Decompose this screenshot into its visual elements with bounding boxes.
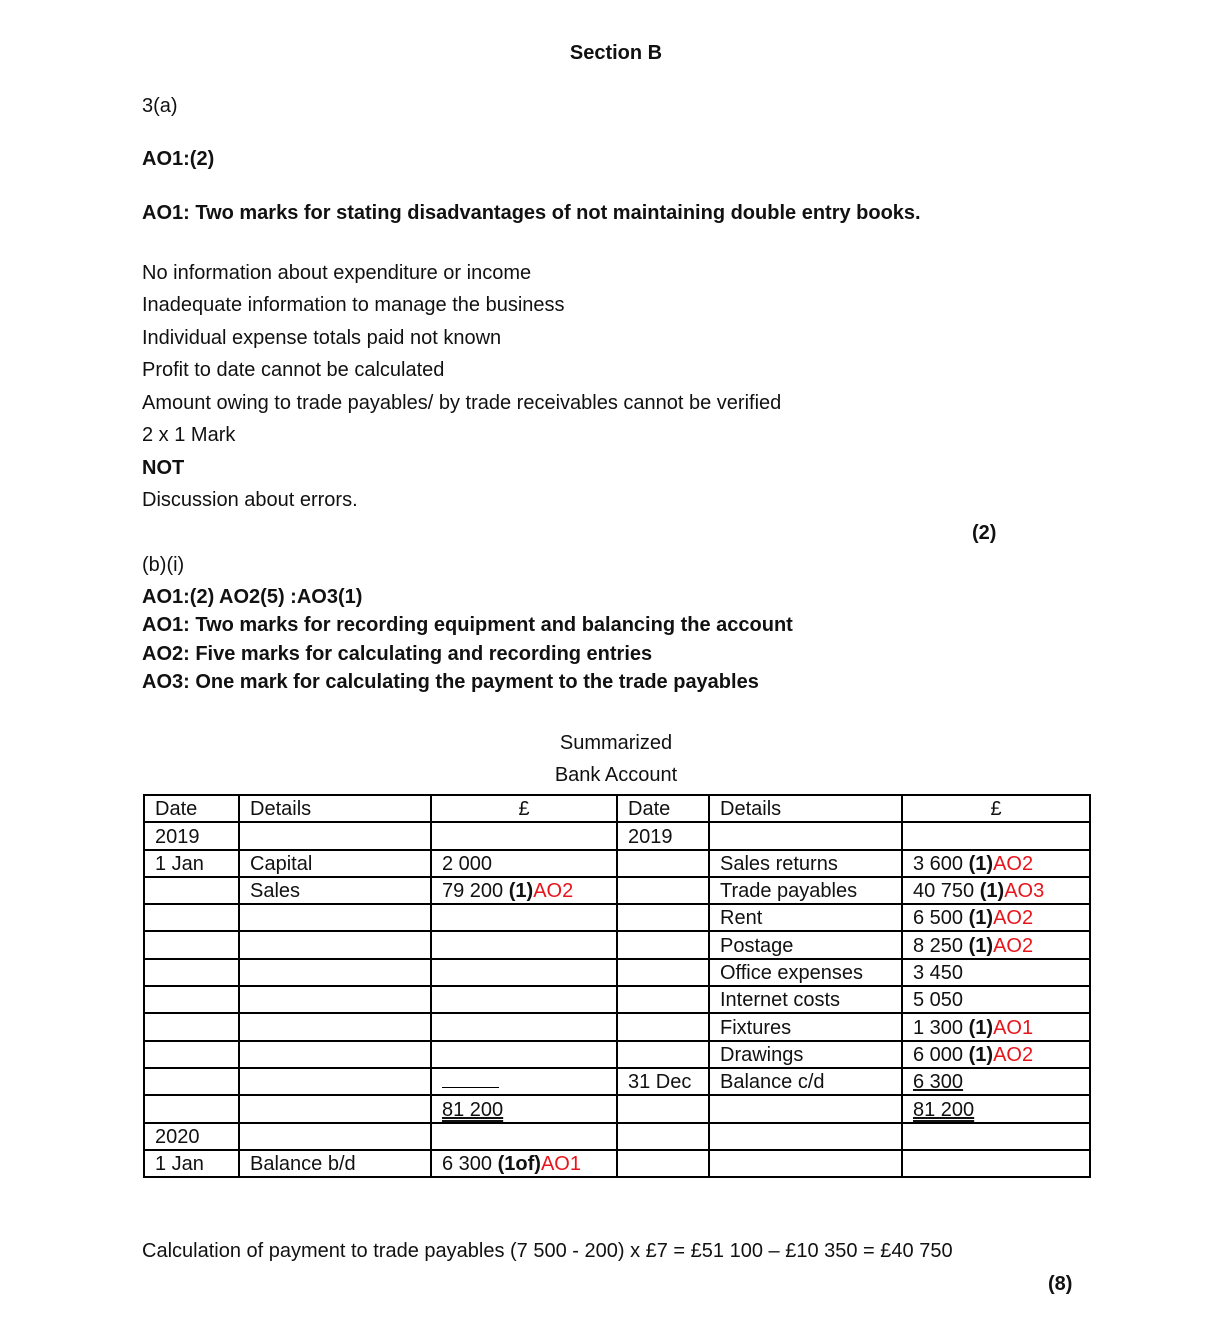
details-cell: Balance b/d: [239, 1150, 431, 1177]
answer-point: Individual expense totals paid not known: [142, 327, 502, 349]
details-cell: Rent: [709, 904, 902, 931]
date-cell: [144, 931, 239, 958]
amount-cell: [902, 904, 1090, 931]
table-row: [144, 1150, 1090, 1177]
details-cell: Drawings: [709, 1041, 902, 1068]
date-cell: [617, 877, 709, 904]
date-cell: [144, 1041, 239, 1068]
question-label: 3(a): [142, 95, 178, 117]
table-title: Summarized: [559, 732, 673, 754]
date-cell: [617, 1013, 709, 1040]
table-row: [144, 1013, 1090, 1040]
table-row: [144, 850, 1090, 877]
assessment-objective: AO2: [533, 880, 574, 903]
table-row: [144, 1068, 1090, 1095]
ao-line: AO3: One mark for calculating the payment to the trade payables: [142, 671, 759, 693]
amount-cell: [431, 959, 617, 986]
amount-cell: [431, 1013, 617, 1040]
amount-cell: [431, 1123, 617, 1150]
table-row: [144, 904, 1090, 931]
mark-value: (1): [968, 1016, 994, 1039]
header-details: Details: [709, 795, 902, 822]
ao-line: AO2: Five marks for calculating and recording entries: [142, 643, 653, 665]
ao-header: AO1:(2) AO2(5) :AO3(1): [142, 586, 363, 608]
date-cell: 1 Jan: [144, 1150, 239, 1177]
blank-underline: [442, 1069, 499, 1088]
table-title: Bank Account: [554, 764, 678, 786]
details-cell: Internet costs: [709, 986, 902, 1013]
details-cell: Trade payables: [709, 877, 902, 904]
date-cell: [617, 1095, 709, 1122]
calculation-text: Calculation of payment to trade payables (7 500 - 200) x £7 = £51 100 – £10 350 = £40 750: [142, 1240, 953, 1262]
section-title: Section B: [569, 42, 663, 64]
not-label: NOT: [142, 457, 185, 479]
amount-value: 8 250: [913, 934, 964, 957]
amount-cell: [431, 1150, 617, 1177]
amount-value: 5 050: [913, 989, 964, 1012]
amount-cell: [902, 1013, 1090, 1040]
table-row: [144, 1095, 1090, 1122]
date-cell: [144, 877, 239, 904]
answer-point: Profit to date cannot be calculated: [142, 359, 445, 381]
details-cell: Balance c/d: [709, 1068, 902, 1095]
mark-value: (1): [979, 880, 1005, 903]
table-header-row: [144, 795, 1090, 822]
date-cell: [144, 1068, 239, 1095]
date-cell: 2019: [144, 822, 239, 849]
details-cell: [709, 822, 902, 849]
amount-value: 6 300: [442, 1153, 493, 1176]
mark-value: (1): [968, 934, 994, 957]
bank-account-table: [143, 794, 1091, 1178]
assessment-objective: AO2: [993, 934, 1034, 957]
mark-value: (1): [968, 852, 994, 875]
table-row: [144, 822, 1090, 849]
details-cell: [239, 959, 431, 986]
details-cell: [239, 1123, 431, 1150]
details-cell: Postage: [709, 931, 902, 958]
header-amount: £: [431, 795, 617, 822]
amount-cell: [431, 1068, 617, 1095]
details-cell: [239, 1041, 431, 1068]
date-cell: [144, 959, 239, 986]
amount-cell: [431, 877, 617, 904]
date-cell: [617, 1123, 709, 1150]
details-cell: [239, 1013, 431, 1040]
details-cell: Sales: [239, 877, 431, 904]
date-cell: 2019: [617, 822, 709, 849]
table-row: [144, 1041, 1090, 1068]
amount-cell: [902, 1095, 1090, 1122]
details-cell: Fixtures: [709, 1013, 902, 1040]
header-amount: £: [902, 795, 1090, 822]
header-date: Date: [617, 795, 709, 822]
ao-line: AO1: Two marks for recording equipment and balancing the account: [142, 614, 793, 636]
amount-value: 3 450: [913, 962, 964, 985]
date-cell: [617, 1150, 709, 1177]
amount-value: 79 200: [442, 880, 504, 903]
amount-cell: [431, 986, 617, 1013]
mark-value: (1): [968, 907, 994, 930]
amount-value: 81 200: [442, 1098, 504, 1121]
date-cell: [144, 1095, 239, 1122]
amount-cell: [431, 904, 617, 931]
answer-point: Amount owing to trade payables/ by trade receivables cannot be verified: [142, 392, 782, 414]
details-cell: [239, 822, 431, 849]
mark-value: (1of): [497, 1153, 541, 1176]
amount-cell: [902, 1041, 1090, 1068]
table-row: [144, 986, 1090, 1013]
details-cell: [239, 904, 431, 931]
details-cell: [709, 1150, 902, 1177]
assessment-objective: AO1: [993, 1016, 1034, 1039]
amount-cell: [902, 850, 1090, 877]
details-cell: [709, 1095, 902, 1122]
amount-cell: [431, 850, 617, 877]
amount-value: 3 600: [913, 852, 964, 875]
amount-cell: [902, 1123, 1090, 1150]
amount-value: 2 000: [442, 852, 493, 875]
mark-value: (1): [968, 1043, 994, 1066]
amount-cell: [902, 877, 1090, 904]
amount-cell: [431, 822, 617, 849]
amount-cell: [902, 986, 1090, 1013]
answer-point: No information about expenditure or income: [142, 262, 532, 284]
table-row: [144, 877, 1090, 904]
header-details: Details: [239, 795, 431, 822]
header-date: Date: [144, 795, 239, 822]
amount-cell: [431, 1095, 617, 1122]
amount-value: 6 000: [913, 1043, 964, 1066]
date-cell: [617, 959, 709, 986]
amount-cell: [902, 1068, 1090, 1095]
mark-value: (1): [508, 880, 534, 903]
question-label: (b)(i): [142, 554, 185, 576]
ao-description: AO1: Two marks for stating disadvantages of not maintaining double entry books.: [142, 202, 921, 224]
details-cell: Capital: [239, 850, 431, 877]
date-cell: [144, 1013, 239, 1040]
amount-value: 40 750: [913, 880, 975, 903]
date-cell: [617, 850, 709, 877]
assessment-objective: AO2: [993, 852, 1034, 875]
amount-cell: [431, 1041, 617, 1068]
date-cell: 1 Jan: [144, 850, 239, 877]
mark-allocation: 2 x 1 Mark: [142, 424, 236, 446]
details-cell: Sales returns: [709, 850, 902, 877]
details-cell: [239, 1095, 431, 1122]
assessment-objective: AO1: [540, 1153, 581, 1176]
date-cell: 31 Dec: [617, 1068, 709, 1095]
ao-header: AO1:(2): [142, 148, 215, 170]
amount-value: 6 500: [913, 907, 964, 930]
assessment-objective: AO3: [1004, 880, 1045, 903]
details-cell: Office expenses: [709, 959, 902, 986]
date-cell: [617, 986, 709, 1013]
amount-cell: [902, 1150, 1090, 1177]
details-cell: [709, 1123, 902, 1150]
answer-point: Inadequate information to manage the business: [142, 294, 565, 316]
assessment-objective: AO2: [993, 907, 1034, 930]
date-cell: [144, 986, 239, 1013]
date-cell: [144, 904, 239, 931]
date-cell: 2020: [144, 1123, 239, 1150]
table-row: [144, 1123, 1090, 1150]
amount-value: 6 300: [913, 1071, 964, 1094]
table-row: [144, 959, 1090, 986]
amount-cell: [902, 959, 1090, 986]
details-cell: [239, 931, 431, 958]
amount-cell: [902, 822, 1090, 849]
date-cell: [617, 1041, 709, 1068]
details-cell: [239, 1068, 431, 1095]
assessment-objective: AO2: [993, 1043, 1034, 1066]
table-row: [144, 931, 1090, 958]
date-cell: [617, 931, 709, 958]
marks-total: (8): [1048, 1273, 1073, 1295]
not-text: Discussion about errors.: [142, 489, 358, 511]
details-cell: [239, 986, 431, 1013]
date-cell: [617, 904, 709, 931]
amount-cell: [431, 931, 617, 958]
amount-value: 81 200: [913, 1098, 975, 1121]
amount-cell: [902, 931, 1090, 958]
amount-value: 1 300: [913, 1016, 964, 1039]
marks-total: (2): [972, 522, 997, 544]
